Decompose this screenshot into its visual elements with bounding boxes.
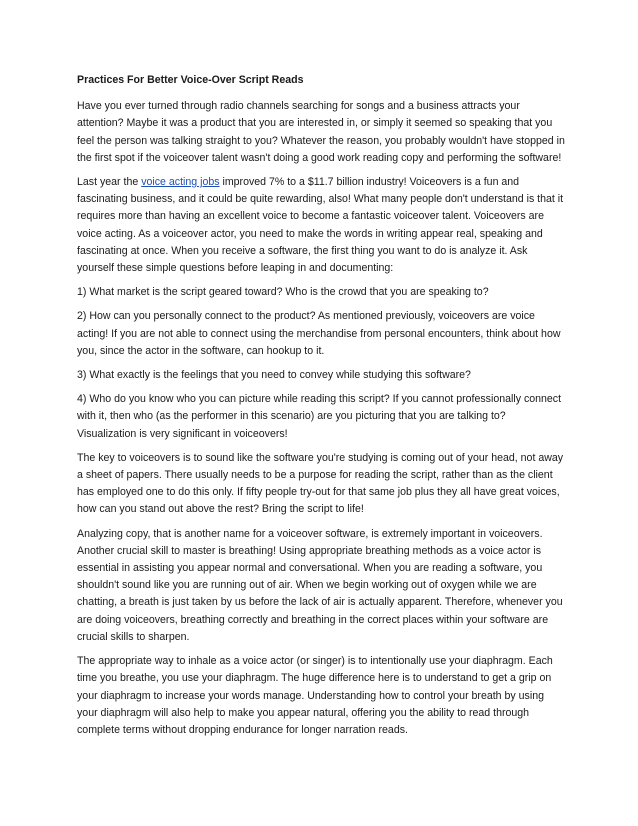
paragraph-industry-text-start: Last year the [77, 176, 142, 189]
paragraph-diaphragm: The appropriate way to inhale as a voice actor (or singer) is to intentionally use your diaphragm. Each time you breathe, you use your diaphragm. The huge difference here is to understand to get a grip on your diaphragm to increase your words manage. Understanding how to control your breath by using your diaphragm will also help to make you appear natural, offering you the ability to read through complete terms without dropping endurance for longer narration reads. [77, 655, 553, 736]
voice-acting-jobs-link[interactable]: voice acting jobs [141, 176, 220, 189]
paragraph-industry-text-end: improved 7% to a $11.7 billion industry! Voiceovers is a fun and fascinating business, and it could be quite rewarding, also! What many people don't understand is that it requires more than having an excellent voice to become a fantastic voiceover talent. Voiceovers are voice acting. As a voiceover actor, you need to make the words in writing appear real, speaking and fascinating at once. When you receive a software, the first thing you want to do is analyze it. Ask yourself these simple questions before leaping in and documenting: [77, 176, 564, 275]
question-4: 4) Who do you know who you can picture while reading this script? If you cannot professionally connect with it, then who (as the performer in this scenario) are you picturing that you are talking to? Visualization is very significant in voiceovers! [77, 393, 562, 440]
document-page [77, 72, 567, 746]
document-title: Practices For Better Voice-Over Script Reads [77, 74, 304, 86]
paragraph-breathing: Analyzing copy, that is another name for a voiceover software, is extremely important in voiceovers. Another crucial skill to master is breathing! Using appropriate breathing methods as a voice actor is essential in assisting you appear normal and conversational. When you are reading a software, you shouldn't sound like you are running out of air. When we begin working out of oxygen while we are chatting, a breath is just taken by us before the lack of air is actually apparent. Therefore, whenever you are doing voiceovers, breathing correctly and breathing in the correct places within your software are crucial skills to sharpen. [77, 527, 563, 643]
question-3: 3) What exactly is the feelings that you need to convey while studying this software? [77, 369, 471, 382]
paragraph-key: The key to voiceovers is to sound like the software you're studying is coming out of your head, not away a sheet of papers. There usually needs to be a purpose for reading the script, rather than as the client has employed one to do this only. If fifty people try-out for that same job plus they all have great voices, how can you stand out above the rest? Bring the script to life! [77, 451, 564, 516]
question-1: 1) What market is the script geared toward? Who is the crowd that you are speaking to? [77, 286, 489, 299]
question-2: 2) How can you personally connect to the product? As mentioned previously, voiceovers are voice acting! If you are not able to connect using the merchandise from personal encounters, think about how you, since the actor in the software, can hookup to it. [77, 310, 561, 357]
paragraph-industry [77, 174, 567, 277]
paragraph-intro: Have you ever turned through radio channels searching for songs and a business attracts your attention? Maybe it was a product that you are interested in, or simply it seemed so speaking that you feel the person was talking straight to you? Whatever the reason, you probably wouldn't have stopped in the first spot if the voiceover talent wasn't doing a good work reading copy and performing the software! [77, 100, 565, 164]
